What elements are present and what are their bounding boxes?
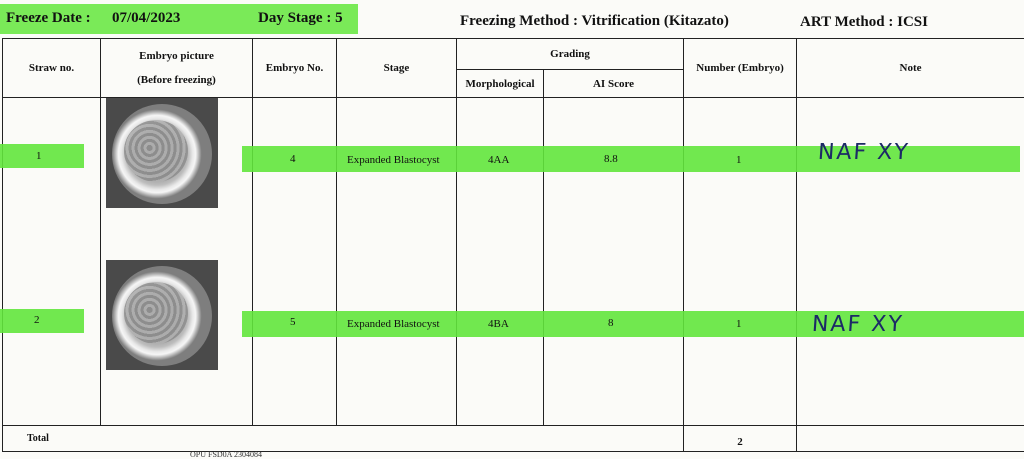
col-ai-score: AI Score: [544, 70, 684, 98]
col-embryo-picture-line1: Embryo picture: [101, 50, 252, 62]
row-1-number: 1: [736, 154, 742, 166]
col-embryo-picture: [101, 39, 253, 98]
row-2-straw-no: 2: [34, 314, 40, 326]
col-number-embryo: Number (Embryo): [684, 39, 797, 98]
row-1-straw-highlight: [0, 144, 84, 168]
row-2-morphological: 4BA: [488, 318, 509, 330]
total-row: [3, 426, 1024, 452]
row-1-morphological: 4AA: [488, 154, 509, 166]
row-2-number: 1: [736, 318, 742, 330]
row-1-embryo-no: 4: [290, 153, 296, 165]
total-label: Total: [3, 426, 684, 452]
row-1-note: NAF XY: [817, 140, 910, 165]
freeze-date-value: 07/04/2023: [112, 10, 180, 27]
form-header: [0, 0, 1024, 38]
freeze-date-label: Freeze Date :: [6, 10, 91, 27]
row-1-ai-score: 8.8: [604, 153, 618, 165]
col-stage: Stage: [337, 39, 457, 98]
freezing-method: Freezing Method : Vitrification (Kitazato): [460, 13, 729, 30]
art-method: ART Method : ICSI: [800, 14, 928, 31]
total-value: 2: [684, 426, 797, 452]
row-2-note: NAF XY: [811, 312, 904, 337]
row-2-straw-highlight: [0, 309, 84, 333]
col-grading: Grading: [457, 39, 684, 70]
row-1-stage: Expanded Blastocyst: [347, 154, 440, 166]
row-1-embryo-image: [106, 98, 218, 208]
footer-partial-text: OPU FSD0A 2304084: [190, 450, 262, 459]
col-straw-no: Straw no.: [3, 39, 101, 98]
row-2-embryo-no: 5: [290, 316, 296, 328]
col-embryo-picture-line2: (Before freezing): [101, 74, 252, 86]
col-morphological: Morphological: [457, 70, 544, 98]
day-stage: Day Stage : 5: [258, 10, 343, 27]
row-1-straw-no: 1: [36, 150, 42, 162]
row-2-stage: Expanded Blastocyst: [347, 318, 440, 330]
row-2-ai-score: 8: [608, 317, 614, 329]
row-2-embryo-image: [106, 260, 218, 370]
col-note: Note: [797, 39, 1024, 98]
col-embryo-no: Embryo No.: [253, 39, 337, 98]
